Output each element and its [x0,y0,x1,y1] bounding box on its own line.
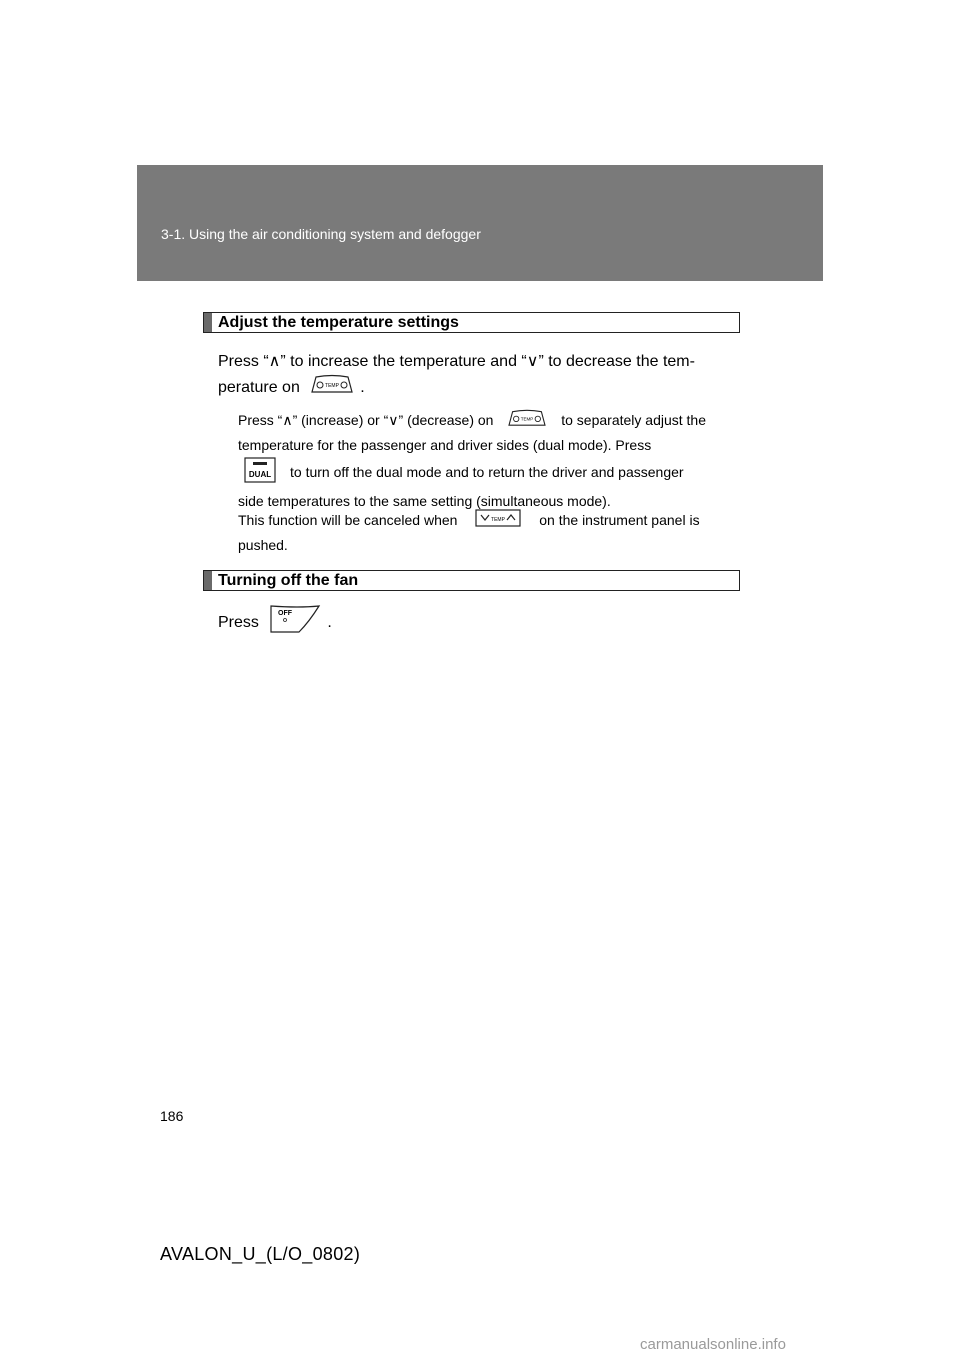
note-text-d: to turn off the dual mode and to return the driver and passenger [290,464,684,481]
note2-text-c: pushed. [238,537,288,553]
off-button-icon [269,604,321,642]
instruction-fan-off [218,604,738,642]
heading-accent-bar [204,571,212,590]
svg-text:TEMP: TEMP [325,383,340,389]
chapter-title: 3-1. Using the air conditioning system and defogger [161,226,481,242]
note-text-e: side temperatures to the same setting (simultaneous mode). [238,493,611,509]
instruction-line-1: Press “∧” to increase the temperature and “∨” to decrease the tem- [218,353,695,370]
temp-switch-icon [507,409,547,434]
section-heading-fan [203,570,740,591]
instruction-temperature [218,349,738,402]
note-text-b: to separately adjust the [561,412,706,429]
fan-instruction-period: . [327,614,332,632]
section-heading-text: Turning off the fan [218,572,359,589]
instrument-panel-temp-switch-icon [475,509,521,534]
note2-text-b: on the instrument panel is [539,512,700,529]
page-number: 186 [160,1108,184,1124]
svg-text:TEMP: TEMP [521,416,534,422]
svg-text:TEMP: TEMP [491,517,506,523]
note-text-a: Press “∧” (increase) or “∨” (decrease) on [238,412,494,429]
heading-accent-bar [204,313,212,332]
fan-instruction-text: Press [218,614,259,632]
section-heading-text: Adjust the temperature settings [218,314,459,331]
temp-switch-icon [310,374,354,402]
watermark: carmanualsonline.info [640,1336,786,1353]
svg-text:DUAL: DUAL [248,470,272,479]
instruction-end-period: . [360,379,365,397]
dual-button-icon [244,457,276,490]
note2-text-a: This function will be canceled when [238,512,458,529]
instruction-line-2: perature on [218,379,300,397]
note-dual-mode [238,409,736,513]
svg-text:OFF: OFF [278,610,293,617]
note-cancel [238,509,736,557]
section-heading-temperature [203,312,740,333]
document-code: AVALON_U_(L/O_0802) [160,1244,361,1264]
header-band [137,165,823,281]
note-text-c: temperature for the passenger and driver sides (dual mode). Press [238,437,652,453]
